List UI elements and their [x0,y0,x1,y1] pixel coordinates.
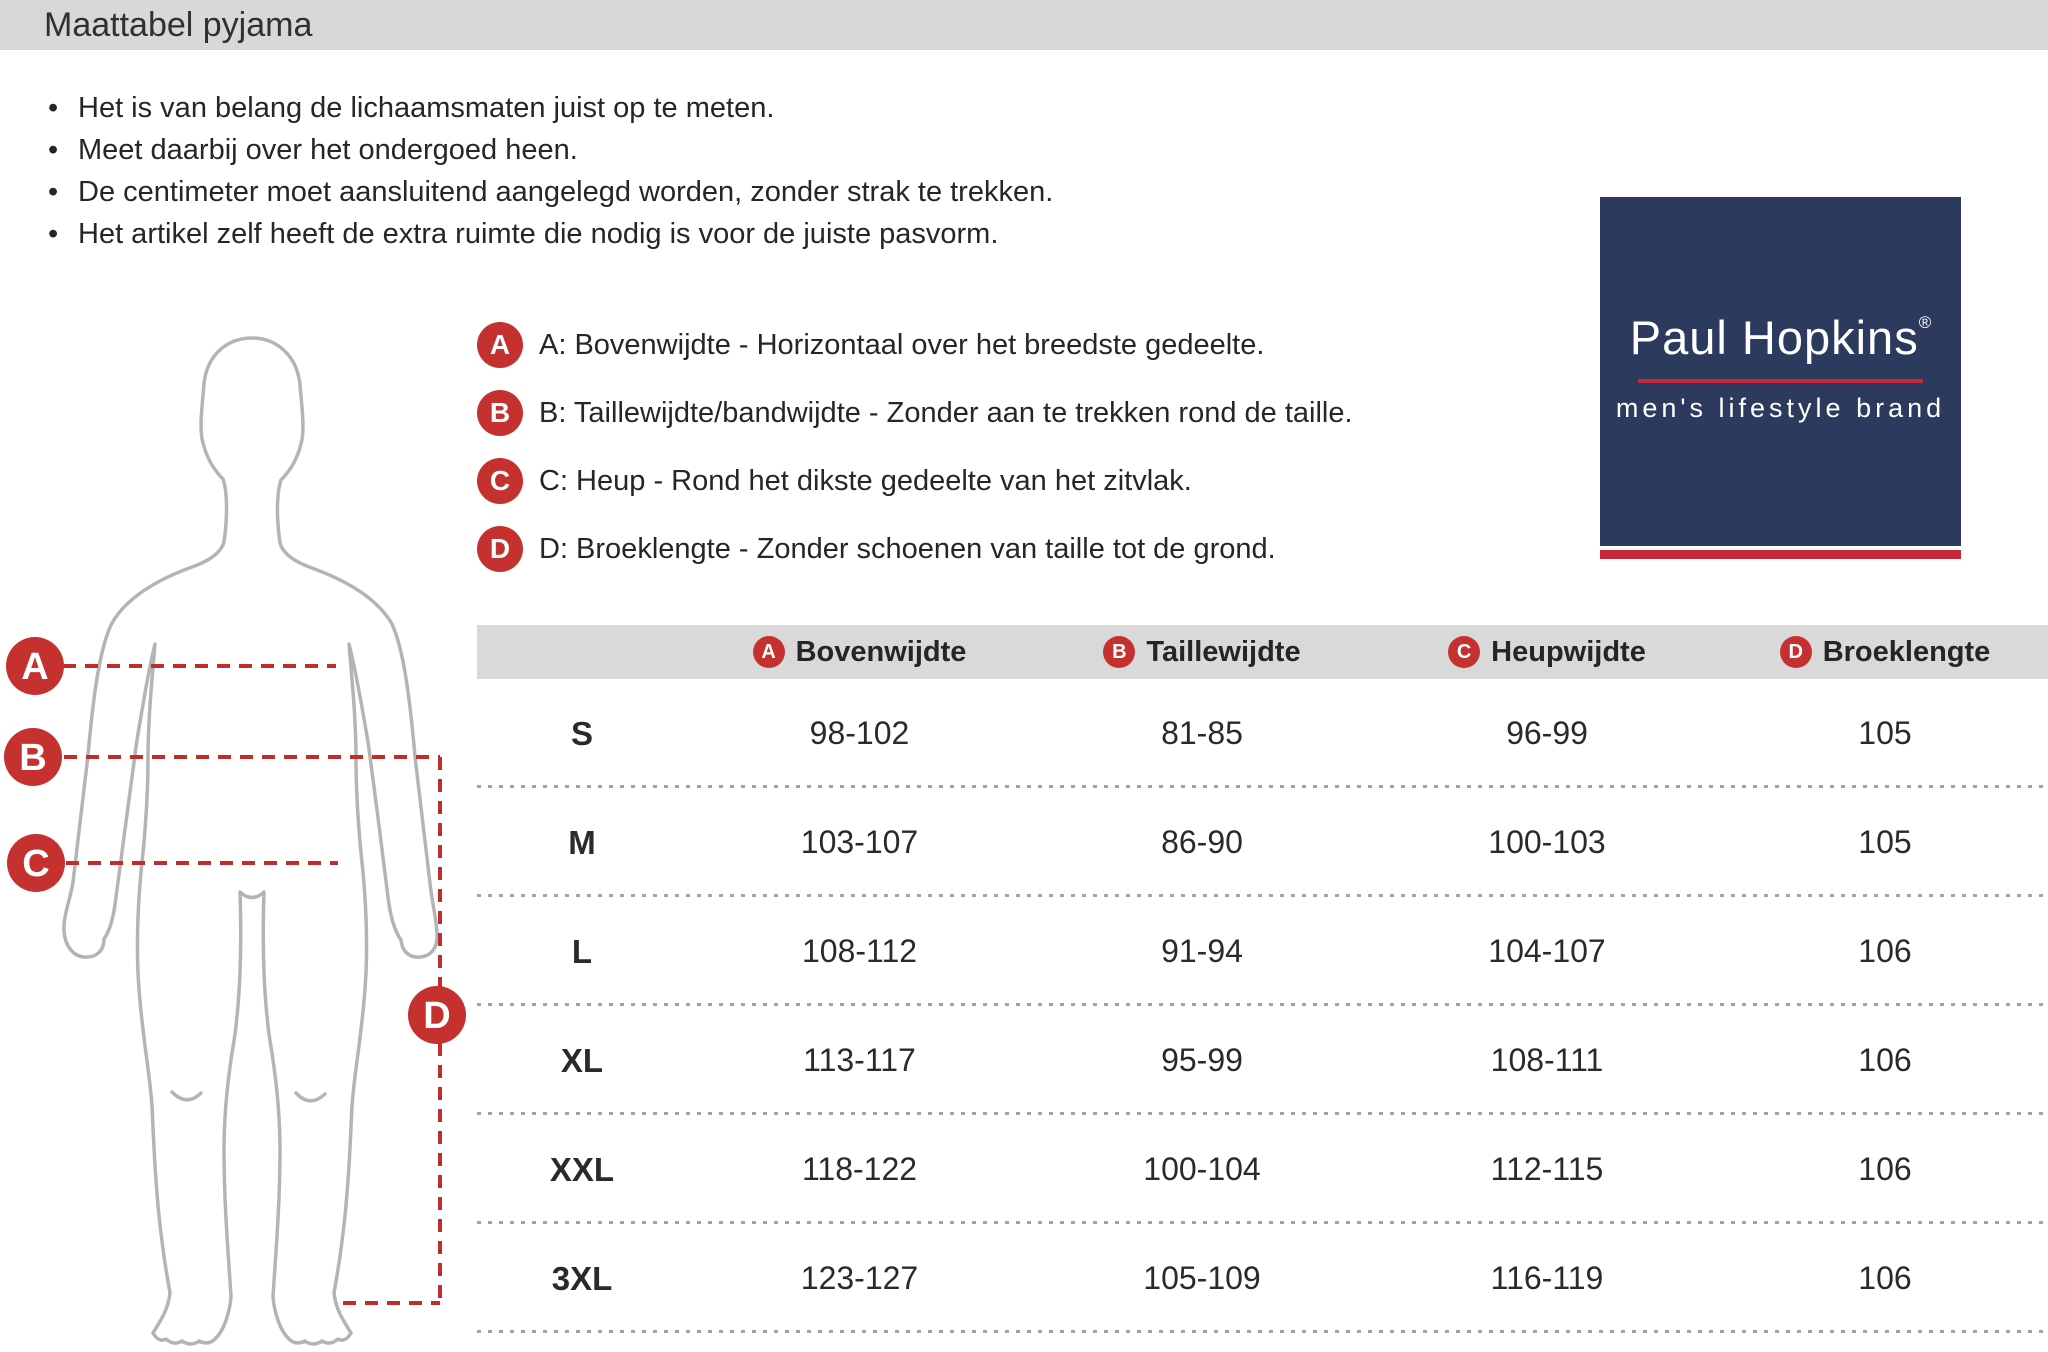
cell-broeklengte: 105 [1858,824,1912,860]
letter-b-badge-icon: B [477,390,523,436]
cell-bovenwijdte: 113-117 [803,1042,916,1078]
table-row [477,1006,2048,1115]
instruction-text: De centimeter moet aansluitend aangelegd worden, zonder strak te trekken. [78,176,1054,208]
bullet-icon: • [48,134,59,166]
measurement-legend [477,311,1353,583]
col-header-bovenwijdte [687,636,1032,669]
body-measurement-figure [0,0,470,1352]
cell-taillewijdte: 95-99 [1161,1042,1243,1078]
page-title: Maattabel pyjama [44,6,313,44]
table-row [477,1224,2048,1333]
letter-d-badge-icon: D [1780,636,1812,668]
body-outline [64,338,437,1344]
letter-d-badge-icon: D [477,526,523,572]
legend-item-c [477,447,1353,515]
size-label: 3XL [551,1259,613,1297]
cell-bovenwijdte: 123-127 [800,1260,919,1296]
letter-a-badge-icon: A [753,636,785,668]
col-header-label: Heupwijdte [1491,635,1646,668]
cell-broeklengte: 106 [1858,933,1912,969]
instruction-text: Het artikel zelf heeft de extra ruimte die nodig is voor de juiste pasvorm. [78,218,999,250]
legend-item-b [477,379,1353,447]
brand-name [1600,310,1961,365]
cell-heupwijdte: 112-115 [1490,1151,1604,1187]
cell-heupwijdte: 108-111 [1490,1042,1604,1078]
col-header-taillewijdte [1032,636,1372,669]
size-label: XL [560,1041,604,1079]
cell-bovenwijdte: 108-112 [801,933,918,969]
size-label: S [570,714,593,752]
col-header-label: Taillewijdte [1146,635,1301,668]
brand-tagline: men's lifestyle brand [1615,393,1946,423]
col-header-label: Broeklengte [1822,635,1991,668]
size-label: L [571,932,593,970]
brand-logo [1600,197,1961,546]
cell-broeklengte: 106 [1858,1042,1912,1078]
cell-broeklengte: 106 [1858,1260,1912,1296]
bullet-icon: • [48,92,59,124]
table-row [477,788,2048,897]
cell-heupwijdte: 100-103 [1488,824,1606,860]
table-row [477,1115,2048,1224]
cell-broeklengte: 106 [1858,1151,1912,1187]
cell-broeklengte: 105 [1858,715,1912,751]
legend-item-d [477,515,1353,583]
letter-a-badge-icon: A [477,322,523,368]
instruction-text: Het is van belang de lichaamsmaten juist op te meten. [78,92,775,124]
cell-heupwijdte: 116-119 [1490,1260,1604,1296]
col-header-broeklengte [1722,636,2048,669]
marker-d-letter: D [423,995,451,1037]
bullet-icon: • [48,218,59,250]
cell-bovenwijdte: 98-102 [809,715,910,751]
brand-wordmark: Paul Hopkins [1629,311,1919,364]
size-label: M [568,823,596,861]
size-table [477,625,2048,1333]
table-row [477,897,2048,1006]
letter-c-badge-icon: C [1448,636,1480,668]
marker-a-letter: A [21,646,49,688]
size-label: XXL [549,1150,615,1188]
marker-b-letter: B [19,737,47,779]
logo-bottom-stripe [1600,550,1961,559]
legend-text-c: C: Heup - Rond het dikste gedeelte van het zitvlak. [539,464,1192,497]
cell-taillewijdte: 81-85 [1161,715,1243,751]
bullet-icon: • [48,176,59,208]
cell-heupwijdte: 104-107 [1488,933,1606,969]
cell-taillewijdte: 105-109 [1143,1260,1261,1296]
cell-taillewijdte: 91-94 [1161,933,1243,969]
cell-bovenwijdte: 118-122 [801,1151,918,1187]
legend-item-a [477,311,1353,379]
cell-bovenwijdte: 103-107 [800,824,919,860]
registered-mark-icon: ® [1918,313,1932,332]
letter-b-badge-icon: B [1103,636,1135,668]
marker-c-letter: C [22,843,50,885]
table-row [477,679,2048,788]
cell-taillewijdte: 100-104 [1143,1151,1261,1187]
table-header-row [477,625,2048,679]
legend-text-b: B: Taillewijdte/bandwijdte - Zonder aan te trekken rond de taille. [539,396,1353,429]
cell-taillewijdte: 86-90 [1161,824,1243,860]
brand-underline [1638,379,1923,383]
col-header-heupwijdte [1372,636,1722,669]
cell-heupwijdte: 96-99 [1506,715,1588,751]
col-header-label: Bovenwijdte [795,635,967,668]
instruction-text: Meet daarbij over het ondergoed heen. [78,134,578,166]
legend-text-a: A: Bovenwijdte - Horizontaal over het breedste gedeelte. [539,328,1265,361]
letter-c-badge-icon: C [477,458,523,504]
legend-text-d: D: Broeklengte - Zonder schoenen van taille tot de grond. [539,532,1276,565]
